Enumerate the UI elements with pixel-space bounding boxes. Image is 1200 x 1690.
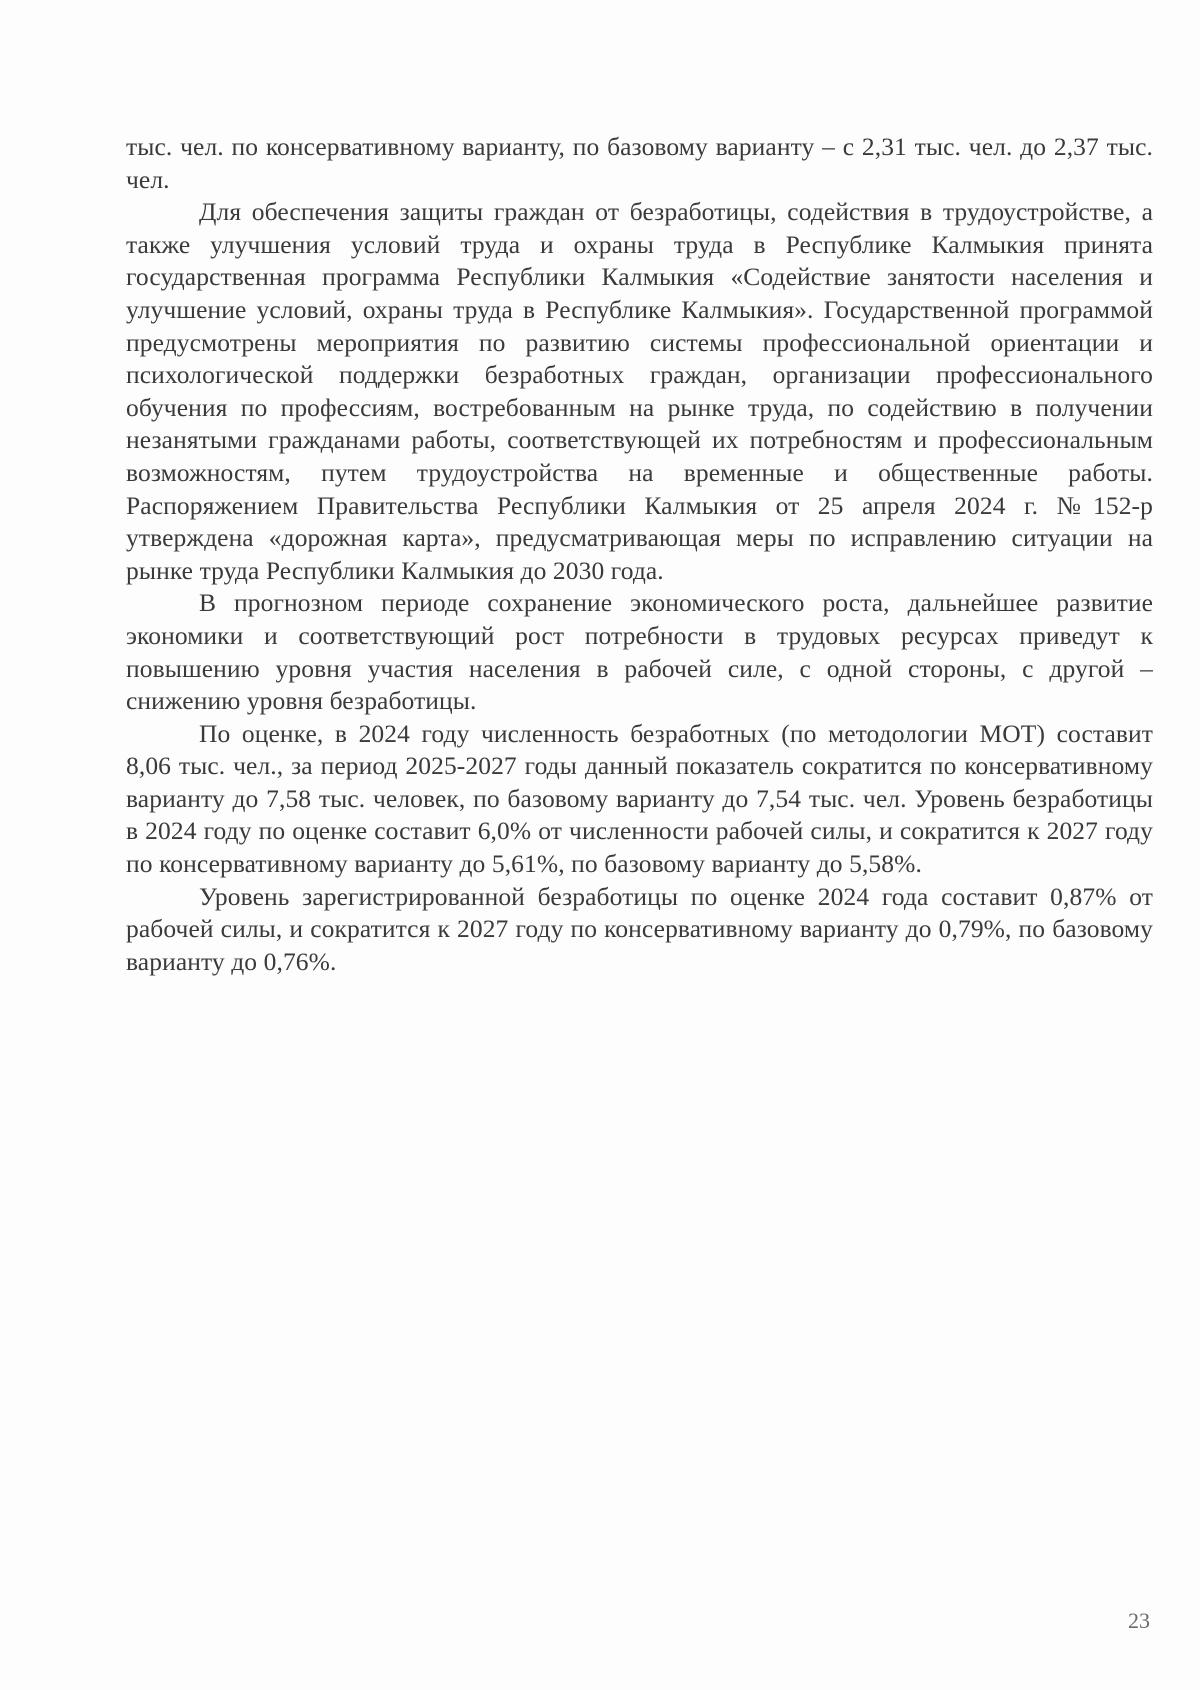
paragraph-unemployment-ilo: По оценке, в 2024 году численность безработных (по методологии МОТ) составит 8,06 тыс. чел., за период 2025-2027 годы данный показатель сократится по консервативному варианту до 7,58 тыс. человек, по базовому варианту до 7,54 тыс. чел. Уровень безработицы в 2024 году по оценке составит 6,0% от численности рабочей силы, и сократится к 2027 году по консервативному варианту до 5,61%, по базовому варианту до 5,58%.: [126, 718, 1153, 879]
paragraph-forecast-period: В прогнозном периоде сохранение экономического роста, дальнейшее развитие экономики и соответствующий рост потребности в трудовых ресурсах приведут к повышению уровня участия населения в рабочей силе, с одной стороны, с другой – снижению уровня безработицы.: [126, 588, 1153, 716]
paragraph-registered-unemployment: Уровень зарегистрированной безработицы по оценке 2024 года составит 0,87% от рабочей силы, и сократится к 2027 году по консервативному варианту до 0,79%, по базовому варианту до 0,76%.: [126, 881, 1153, 976]
document-body: [126, 131, 1153, 978]
paragraph-continuation: тыс. чел. по консервативному варианту, по базовому варианту – с 2,31 тыс. чел. до 2,37 тыс. чел.: [126, 132, 1153, 194]
paragraph-employment-program: Для обеспечения защиты граждан от безработицы, содействия в трудоустройстве, а также улучшения условий труда и охраны труда в Республике Калмыкия принята государственная программа Республики Калмыкия «Содействие занятости населения и улучшение условий, охраны труда в Республике Калмыкия». Государственной программой предусмотрены мероприятия по развитию системы профессиональной ориентации и психологической поддержки безработных граждан, организации профессионального обучения по профессиям, востребованным на рынке труда, по содействию в получении незанятыми гражданами работы, соответствующей их потребностям и профессиональным возможностям, путем трудоустройства на временные и общественные работы. Распоряжением Правительства Республики Калмыкия от 25 апреля 2024 г. №152-р утверждена «дорожная карта», предусматривающая меры по исправлению ситуации на рынке труда Республики Калмыкия до 2030 года.: [126, 197, 1153, 585]
page-number: 23: [1128, 1608, 1150, 1633]
